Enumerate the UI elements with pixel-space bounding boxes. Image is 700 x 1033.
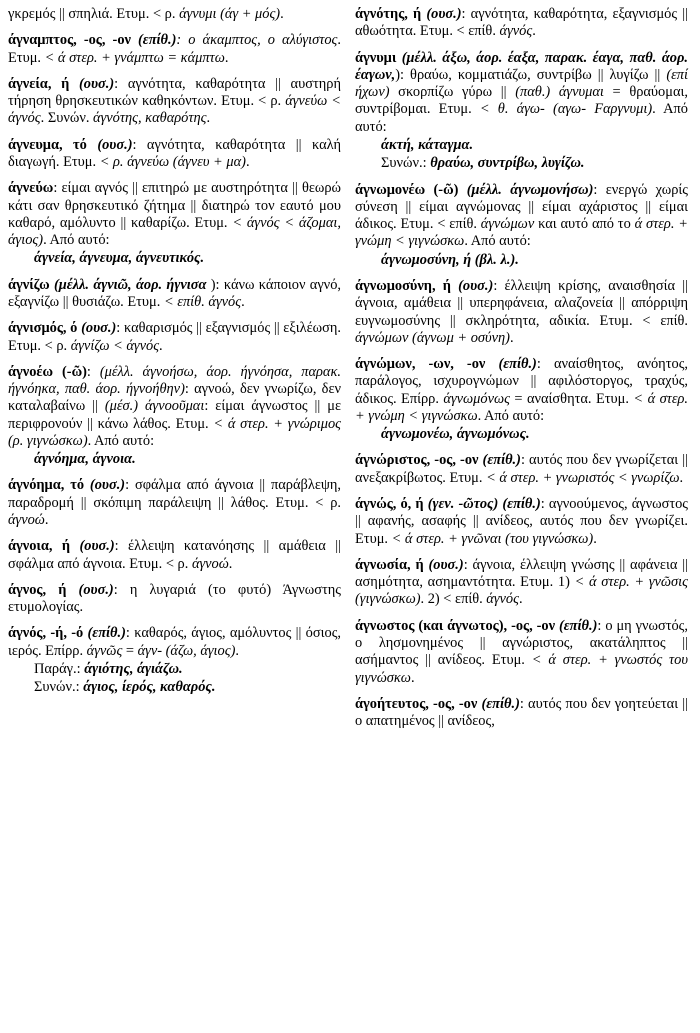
dictionary-subentry <box>8 250 341 267</box>
entry-text: . Από αυτό: <box>477 407 545 424</box>
entry-text: (ουσ.) <box>458 277 494 294</box>
entry-text: . Ετυμ. <box>8 32 341 66</box>
dictionary-entry <box>8 76 341 128</box>
entry-text: : αναίσθητος, ανόητος, παράλογος, ισχυρογνώμων || αφιλόστοργος, τραχύς, άδικος. Επίρρ. <box>355 356 688 407</box>
entry-text: . <box>509 329 514 346</box>
entry-text: άγν- (άζω, άγιος) <box>137 642 236 659</box>
entry-text: (επίθ.) <box>481 695 520 712</box>
entry-text: θραύω, συντρίβω, λυγίζω. <box>430 155 585 172</box>
entry-text: . <box>224 49 229 66</box>
entry-text: άγνός <box>486 591 519 608</box>
entry-text: : έλλειψη κρίσης, αναισθησία || άγνοια, αμάθεια || υπερηφάνεια, αλαζονεία || απόρριψη ευγνωμοσύνης || σκληρότητα, αδικία. Ετυμ. < επίθ. <box>355 277 688 329</box>
entry-text: άγνός <box>499 23 533 40</box>
entry-text: : είμαι άγνωστος || με περιφρονούν || κάνω λάθος. Ετυμ. <box>8 398 341 432</box>
entry-text: . <box>593 530 597 547</box>
entry-text: : αγνοούμενος, άγνωστος || αφανής, ασαφής || ανίδεος, αυτός που δεν γνωρίζει. Ετυμ. <box>355 496 689 547</box>
entry-text: ): θραύω, κομματιάζω, συντρίβω || λυγίζω || <box>395 66 667 83</box>
column-left <box>8 6 341 1029</box>
entry-text: (γεν. -ῶτος) <box>427 496 503 513</box>
entry-headword: άγνευμα, τό <box>8 136 98 153</box>
dictionary-entry <box>355 452 688 487</box>
dictionary-entry <box>8 277 341 312</box>
entry-text: . <box>228 555 233 572</box>
entry-headword: άγνός, -ή, -ό <box>8 625 88 642</box>
entry-headword: άγνωστος (και άγνωτος), -ος, -ον <box>355 617 559 634</box>
entry-text: άγνῶς <box>86 642 123 659</box>
entry-text: < ά στερ. + γνώμη < γιγνώσκω <box>355 390 688 424</box>
entry-headword: άγνώμων, -ων, -ον <box>355 356 499 373</box>
entry-text: . <box>44 512 49 529</box>
entry-text: : έλλειψη κατανόησης || αμάθεια || σφάλμα από άγνοια. Ετυμ. < ρ. <box>8 538 341 572</box>
entry-text: άγνεία, άγνευμα, άγνευτικός. <box>34 250 205 267</box>
entry-text: (μέλλ. άγνιῶ, άορ. ήγνισα <box>53 276 211 293</box>
entry-headword: άγνοέω (-ῶ) <box>8 363 87 380</box>
entry-text: . 2) < επίθ. <box>420 591 487 608</box>
entry-text: (επί ήχων) <box>355 66 688 101</box>
entry-text: < ά στερ. + γνάμπτω = κάμπτω <box>44 49 225 66</box>
entry-text: (ουσ.) <box>426 6 462 22</box>
entry-text: ά στερ. + γνώμη < γιγνώσκω <box>355 216 688 250</box>
entry-text: : σφάλμα από άγνοια || παράβλεψη, παραδρομή || σκόπιμη παράλειψη || λάθος. Ετυμ. < ρ. <box>8 477 341 511</box>
entry-text: Παράγ.: <box>34 661 85 677</box>
entry-headword: άγνεία, ή <box>8 75 79 92</box>
entry-text: . <box>241 293 245 310</box>
dictionary-entry <box>355 6 688 41</box>
entry-text: : η λυγαριά (το φυτό) Άγνωστης ετυμολογίας. <box>8 581 341 616</box>
dictionary-subentry <box>355 426 688 443</box>
dictionary-entry <box>8 477 341 529</box>
column-right <box>355 6 688 1029</box>
entry-text: < ρ. άγνεύω (άγνευ + μα) <box>99 153 246 170</box>
entry-text: < ά στερ. + γνωστός του γιγνώσκω <box>355 652 688 686</box>
entry-text: άγιος, ίερός, καθαρός. <box>83 679 216 696</box>
entry-headword: άγνωσία, ή <box>355 556 429 573</box>
dictionary-entry <box>8 625 341 660</box>
entry-headword: γκρεμός || σπηλιά. Ετυμ. < ρ. <box>8 6 180 22</box>
entry-text: (ουσ.) <box>428 556 464 573</box>
entry-headword: άγνίζω <box>8 276 54 293</box>
entry-text: ): κάνω κάποιον αγνό, εξαγνίζω || θυσιάζω. Ετυμ. <box>8 276 341 310</box>
entry-text: . <box>235 642 239 659</box>
entry-text: άγνώμων (άγνωμ + οσύνη) <box>355 329 510 346</box>
entry-text: (ουσ.) <box>89 477 126 494</box>
entry-text: . Από αυτό: <box>87 432 155 449</box>
entry-headword: άγνεύω <box>8 180 54 197</box>
entry-text: (επίθ.) <box>502 496 541 513</box>
dictionary-entry <box>355 356 688 425</box>
entry-text: : αγνότητα, καθαρότητα, εξαγνισμός || αθωότητα. Ετυμ. < επίθ. <box>355 6 688 40</box>
entry-text: άγνωμονέω, άγνωμόνως. <box>381 426 530 443</box>
dictionary-entry <box>355 557 688 609</box>
entry-text: (ουσ.) <box>78 75 115 92</box>
entry-text: άγνότης, καθαρότης <box>93 110 207 127</box>
entry-headword: άγνωμοσύνη, ή <box>355 277 459 294</box>
entry-text: . <box>410 669 415 686</box>
entry-text: . <box>280 6 284 22</box>
entry-text: σκορπίζω γύρω || <box>389 84 516 101</box>
dictionary-entry <box>8 538 341 573</box>
entry-text: . Από αυτό: <box>43 232 110 249</box>
entry-text: (παθ.) άγνυμαι <box>515 84 604 101</box>
entry-text: άγιότης, άγιάζω. <box>84 661 183 677</box>
dictionary-entry <box>355 696 688 731</box>
entry-headword: άγνυμι <box>355 49 402 66</box>
entry-headword: άγνόημα, τό <box>8 477 90 494</box>
entry-text: άγνόημα, άγνοια. <box>34 451 136 468</box>
entry-headword: άγνώριστος, -ος, -ον <box>355 452 483 469</box>
entry-text: : άγνοια, έλλειψη γνώσης || αφάνεια || ασημότητα, ασημαντότητα. Ετυμ. 1) <box>355 556 688 591</box>
dictionary-entry <box>8 582 341 617</box>
entry-text: : αγνοώ, δεν γνωρίζω, δεν καταλαβαίνω || <box>8 381 341 415</box>
entry-text: (ουσ.) <box>81 320 117 337</box>
entry-text: Συνών.: <box>381 155 431 172</box>
entry-text: (επίθ.) <box>498 356 537 373</box>
entry-text: : είμαι αγνός || επιτηρώ με αυστηρότητα || θεωρώ κάτι σαν θρησκευτικό ζήτημα || διατηρώ τον εαυτό μου καθαρό, αμόλυντο || καθαρίζω. Ετυμ. <box>8 180 341 231</box>
entry-text: : ενεργώ χωρίς σύνεση || είμαι αγνώμονας || είμαι αχάριστος || είμαι άδικος. Ετυμ. < επίθ. <box>355 181 688 233</box>
entry-text: < ά στερ. + γνωριστός < γνωρίζω <box>486 469 680 486</box>
entry-text: < επίθ. άγνός <box>163 293 242 310</box>
dictionary-entry <box>8 137 341 172</box>
entry-text: < ά στερ. + γνῶναι (του γιγνώσκω) <box>391 530 594 547</box>
entry-text: = αναίσθητα. Ετυμ. <box>509 390 634 407</box>
entry-text: άγνωμόνως <box>443 390 510 407</box>
entry-text: άγνίζω < άγνός <box>70 337 160 354</box>
entry-text: και αυτό από το <box>534 216 635 233</box>
entry-text: άγνοώ <box>8 512 45 529</box>
entry-text: (ουσ.) <box>79 538 115 555</box>
entry-text: : ο άκαμπτος, ο αλύγιστος <box>176 32 338 49</box>
entry-headword: άγνωμονέω (-ῶ) <box>355 181 467 198</box>
entry-text: άγνοώ <box>191 555 229 572</box>
entry-text: . Συνών. <box>40 110 94 127</box>
entry-text: . <box>159 337 163 354</box>
entry-text: : <box>86 363 100 380</box>
entry-text: = <box>122 642 138 659</box>
entry-text: : αυτός που δεν γνωρίζεται || ανεξακρίβωτος. Ετυμ. <box>355 452 688 486</box>
entry-text: . <box>679 469 684 486</box>
entry-text: (μέσ.) άγνοοῦμαι <box>104 398 205 415</box>
entry-text: : αυτός που δεν γοητεύεται || ο απατημένος || ανίδεος, <box>355 695 688 730</box>
entry-text: (επίθ.) <box>558 617 598 634</box>
entry-text: (επίθ.) <box>87 625 126 642</box>
dictionary-entry <box>8 320 341 355</box>
dictionary-subentry <box>355 252 688 269</box>
dictionary-subentry <box>8 679 341 696</box>
dictionary-entry <box>355 618 688 687</box>
entry-text: άκτή, κάταγμα. <box>381 136 474 153</box>
entry-headword: άγνότης, ή <box>355 6 427 22</box>
dictionary-entry <box>8 6 341 23</box>
entry-text: (επίθ.) <box>482 452 521 469</box>
entry-text: (μέλλ. άγνωμονήσω) <box>466 181 594 198</box>
entry-headword: άγνοια, ή <box>8 538 80 555</box>
entry-text: (μέλλ. άγνοήσω, άορ. ήγνόησα, παρακ. ήγνόηκα, παθ. άορ. ήγνοήθην) <box>8 363 341 398</box>
entry-headword: άγοήτευτος, -ος, -ον <box>355 695 482 712</box>
entry-headword: άγναμπτος, -ος, -ον <box>8 32 138 49</box>
entry-headword: άγνώς, ό, ή <box>355 496 428 513</box>
dictionary-entry <box>8 180 341 249</box>
entry-text: (ουσ.) <box>97 136 133 153</box>
dictionary-subentry <box>355 137 688 154</box>
entry-text: . Από αυτό: <box>355 101 688 135</box>
dictionary-entry <box>355 50 688 136</box>
entry-text: . <box>206 110 211 127</box>
dictionary-subentry <box>8 661 341 678</box>
entry-text: άγνυμι (άγ + μός) <box>179 6 281 22</box>
entry-text: . <box>532 23 536 40</box>
dictionary-entry <box>355 496 688 548</box>
entry-text: : αγνότητα, καθαρότητα || αυστηρή τήρηση θρησκευτικών καθηκόντων. Ετυμ. < ρ. <box>8 75 341 110</box>
entry-text: : καθαρός, άγιος, αμόλυντος || όσιος, ιερός. Επίρρ. <box>8 625 341 659</box>
dictionary-entry <box>355 278 688 347</box>
dictionary-entry <box>8 32 341 67</box>
entry-text: (επίθ.) <box>138 32 177 49</box>
entry-text: άγνώμων <box>480 216 535 233</box>
entry-headword: άγνισμός, ό <box>8 320 82 337</box>
entry-text: : αγνότητα, καθαρότητα || καλή διαγωγή. Ετυμ. <box>8 136 341 170</box>
entry-text: = θραύομαι, συντρίβομαι. Ετυμ. <box>355 84 688 118</box>
entry-text: . Από αυτό: <box>464 233 531 250</box>
entry-text: άγνωμοσύνη, ή (βλ. λ.). <box>381 251 519 268</box>
dictionary-entry <box>8 364 341 450</box>
entry-text: (μέλλ. άξω, άορ. έαξα, παρακ. έαγα, παθ. άορ. έαγων, <box>355 49 688 83</box>
entry-text: : καθαρισμός || εξαγνισμός || εξιλέωση. Ετυμ. < ρ. <box>8 320 341 354</box>
entry-text: . <box>518 591 523 608</box>
dictionary-subentry <box>8 451 341 468</box>
entry-text: . <box>245 153 250 170</box>
entry-text: : ο μη γνωστός, ο λησμονημένος || αγνώριστος, ακατάληπτος || ασήμαντος || ανίδεος. Ετυμ. <box>355 617 688 669</box>
dictionary-subentry <box>355 155 688 172</box>
entry-headword: άγνος, ή <box>8 581 79 598</box>
entry-text: < ά στερ. + γνῶσις (γιγνώσκω) <box>355 574 688 608</box>
entry-text: < ά στερ. + γνώριμος (ρ. γιγνώσκω) <box>8 415 341 449</box>
entry-text: < άγνός < άζομαι, άγιος) <box>8 214 341 249</box>
entry-text: < θ. άγω- (αγω- Fαργνυμι) <box>479 101 653 118</box>
entry-text: άγνεύω < άγνός <box>8 93 342 127</box>
entry-text: Συνών.: <box>34 679 84 696</box>
column-container <box>8 6 692 1029</box>
dictionary-entry <box>355 182 688 251</box>
entry-text: (ουσ.) <box>78 581 114 598</box>
